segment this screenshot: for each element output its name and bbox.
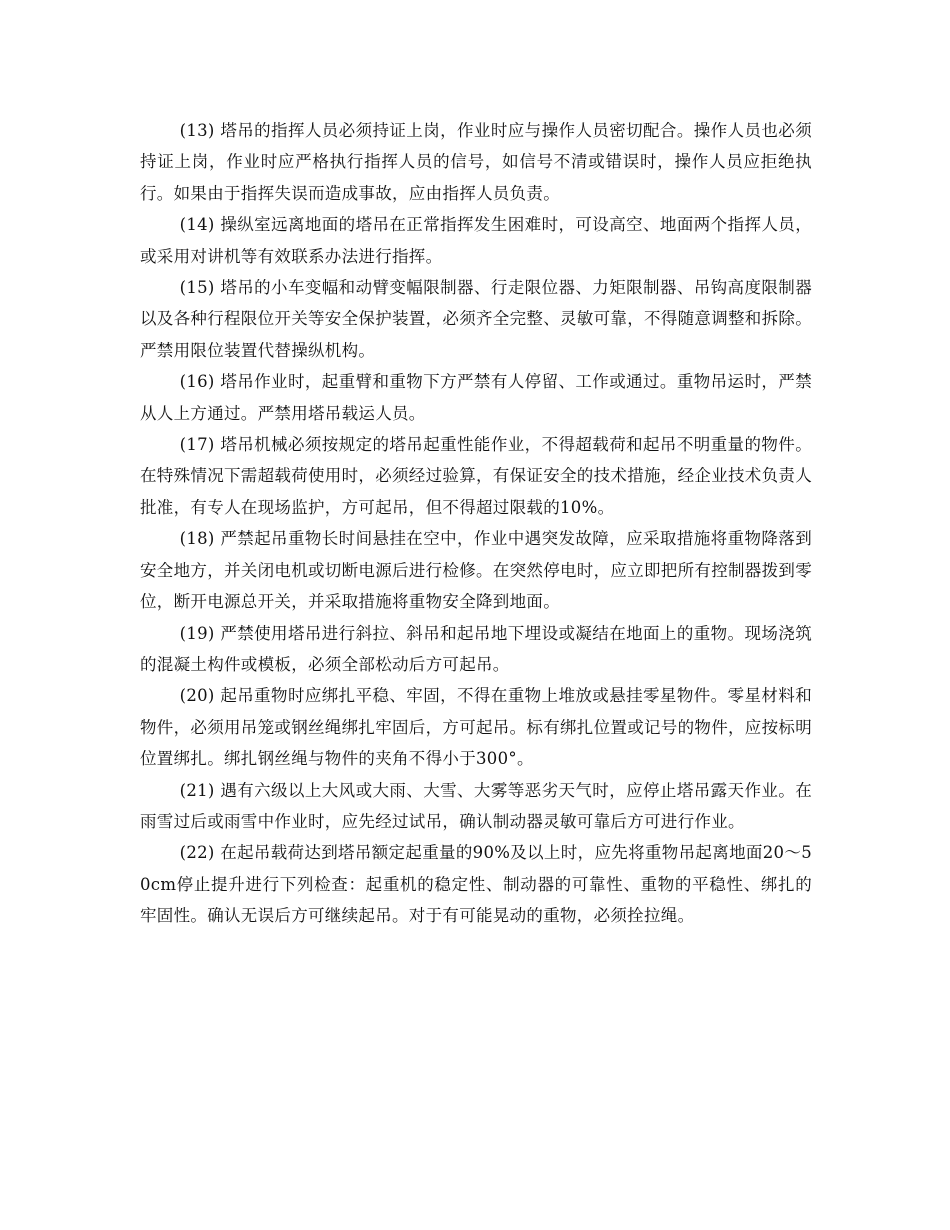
paragraph-14: (14) 操纵室远离地面的塔吊在正常指挥发生困难时，可设高空、地面两个指挥人员，或采用对讲机等有效联系办法进行指挥。 xyxy=(140,215,812,266)
paragraph-20: (20) 起吊重物时应绑扎平稳、牢固，不得在重物上堆放或悬挂零星物件。零星材料和物件，必须用吊笼或钢丝绳绑扎牢固后，方可起吊。标有绑扎位置或记号的物件，应按标明位置绑扎。绑扎钢丝绳与物件的夹角不得小于300°。 xyxy=(140,686,812,769)
document-body xyxy=(140,115,812,932)
paragraph-16: (16) 塔吊作业时，起重臂和重物下方严禁有人停留、工作或通过。重物吊运时，严禁从人上方通过。严禁用塔吊载运人员。 xyxy=(140,372,812,423)
paragraph-13: (13) 塔吊的指挥人员必须持证上岗，作业时应与操作人员密切配合。操作人员也必须持证上岗，作业时应严格执行指挥人员的信号，如信号不清或错误时，操作人员应拒绝执行。如果由于指挥失误而造成事故，应由指挥人员负责。 xyxy=(140,121,812,203)
paragraph-19: (19) 严禁使用塔吊进行斜拉、斜吊和起吊地下埋设或凝结在地面上的重物。现场浇筑的混凝土构件或模板，必须全部松动后方可起吊。 xyxy=(140,623,812,674)
paragraph-22: (22) 在起吊载荷达到塔吊额定起重量的90%及以上时，应先将重物吊起离地面20～50cm停止提升进行下列检查：起重机的稳定性、制动器的可靠性、重物的平稳性、绑扎的牢固性。确认无误后方可继续起吊。对于有可能晃动的重物，必须拴拉绳。 xyxy=(140,843,812,926)
paragraph-15: (15) 塔吊的小车变幅和动臂变幅限制器、行走限位器、力矩限制器、吊钩高度限制器以及各种行程限位开关等安全保护装置，必须齐全完整、灵敏可靠，不得随意调整和拆除。严禁用限位装置代替操纵机构。 xyxy=(140,278,812,360)
paragraph-17: (17) 塔吊机械必须按规定的塔吊起重性能作业，不得超载荷和起吊不明重量的物件。在特殊情况下需超载荷使用时，必须经过验算，有保证安全的技术措施，经企业技术负责人批准，有专人在现场监护，方可起吊，但不得超过限载的10%。 xyxy=(140,435,812,517)
paragraph-18: (18) 严禁起吊重物长时间悬挂在空中，作业中遇突发故障，应采取措施将重物降落到安全地方，并关闭电机或切断电源后进行检修。在突然停电时，应立即把所有控制器拨到零位，断开电源总开关，并采取措施将重物安全降到地面。 xyxy=(140,529,812,612)
paragraph-21: (21) 遇有六级以上大风或大雨、大雪、大雾等恶劣天气时，应停止塔吊露天作业。在雨雪过后或雨雪中作业时，应先经过试吊，确认制动器灵敏可靠后方可进行作业。 xyxy=(140,780,812,831)
